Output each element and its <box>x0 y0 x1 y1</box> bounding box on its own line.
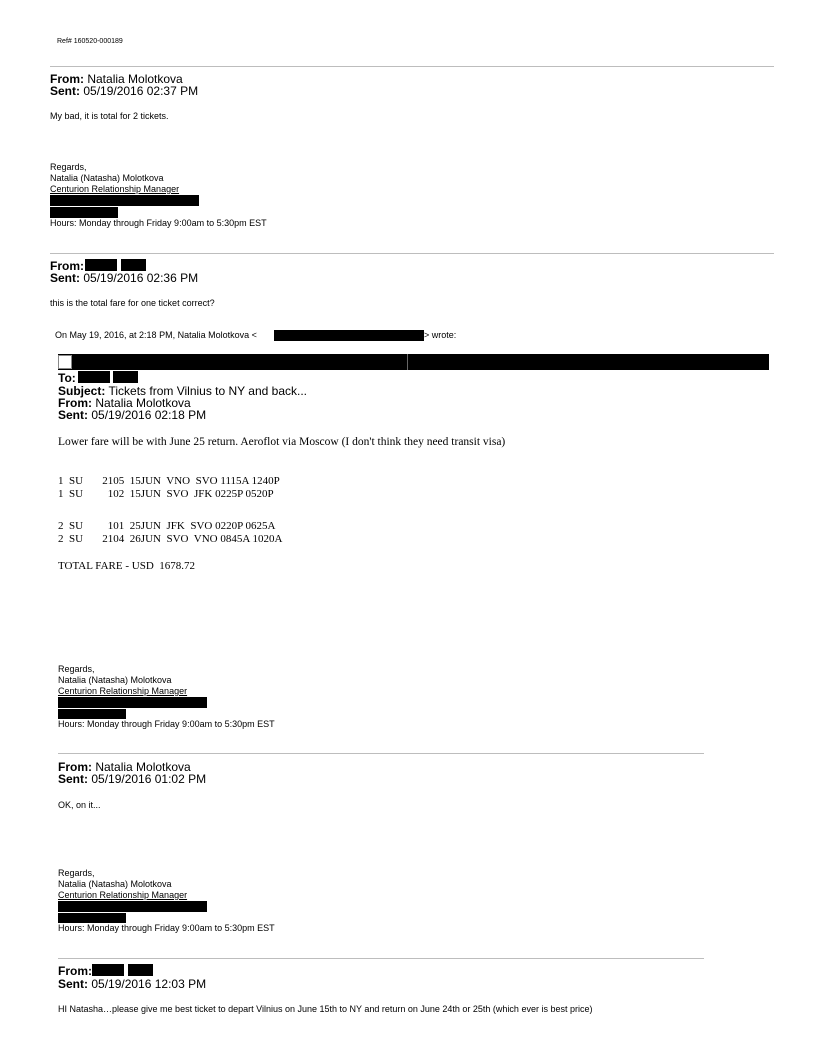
msg5-from <box>58 965 92 977</box>
msg5-sent-date: 05/19/2016 12:03 PM <box>91 977 207 991</box>
redaction-bar <box>85 259 117 271</box>
itinerary-line: 2 SU 101 25JUN JFK SVO 0220P 0625A <box>58 520 276 532</box>
subject-label: Subject: <box>58 384 106 398</box>
sig2-hours: Hours: Monday through Friday 9:00am to 5:30pm EST <box>58 719 275 729</box>
from-label: From: <box>58 964 92 978</box>
redaction-bar <box>274 330 424 341</box>
to-label: To: <box>58 371 76 385</box>
msg1-sent <box>50 85 198 97</box>
msg5-sent <box>58 978 206 990</box>
sig1-regards: Regards, <box>50 162 87 172</box>
msg4-sent <box>58 773 206 785</box>
sig3-hours: Hours: Monday through Friday 9:00am to 5:30pm EST <box>58 923 275 933</box>
msg4-from-name: Natalia Molotkova <box>95 760 191 774</box>
redaction-bar <box>50 195 199 206</box>
sig2-name: Natalia (Natasha) Molotkova <box>58 675 172 685</box>
itinerary-line: 1 SU 2105 15JUN VNO SVO 1115A 1240P <box>58 475 280 487</box>
msg3-from-name: Natalia Molotkova <box>95 396 191 410</box>
from-label: From: <box>58 396 92 410</box>
itinerary-line: 2 SU 2104 26JUN SVO VNO 0845A 1020A <box>58 533 283 545</box>
msg4-sent-date: 05/19/2016 01:02 PM <box>91 772 207 786</box>
sent-label: Sent: <box>50 84 80 98</box>
sig3-name: Natalia (Natasha) Molotkova <box>58 879 172 889</box>
redaction-bar <box>50 207 118 218</box>
redaction-seam <box>407 354 408 370</box>
quote-header-prefix: On May 19, 2016, at 2:18 PM, Natalia Molotkova < <box>55 330 257 340</box>
redaction-bar <box>78 371 110 383</box>
redaction-bar <box>58 709 126 719</box>
msg1-body: My bad, it is total for 2 tickets. <box>50 111 169 121</box>
broken-image-icon <box>58 355 72 369</box>
msg1-sent-date: 05/19/2016 02:37 PM <box>83 84 199 98</box>
sig3-title: Centurion Relationship Manager <box>58 890 188 900</box>
reference-number: Ref# 160520-000189 <box>57 38 123 45</box>
sig2-regards: Regards, <box>58 664 95 674</box>
from-label: From: <box>50 72 84 86</box>
msg2-body: this is the total fare for one ticket correct? <box>50 298 215 308</box>
msg3-to <box>58 372 76 384</box>
redaction-bar <box>128 964 153 976</box>
sent-label: Sent: <box>58 977 88 991</box>
redacted-header-bar <box>58 354 769 370</box>
msg2-sent <box>50 272 198 284</box>
quote-header-suffix: > wrote: <box>424 330 457 340</box>
msg3-sent-date: 05/19/2016 02:18 PM <box>91 408 207 422</box>
redaction-bar <box>121 259 146 271</box>
sent-label: Sent: <box>58 408 88 422</box>
itinerary-line: 1 SU 102 15JUN SVO JFK 0225P 0520P <box>58 488 274 500</box>
msg3-sent <box>58 409 206 421</box>
sig1-name: Natalia (Natasha) Molotkova <box>50 173 164 183</box>
redaction-bar <box>92 964 124 976</box>
redaction-bar <box>58 697 207 708</box>
sig1-title: Centurion Relationship Manager <box>50 184 180 194</box>
redaction-bar <box>113 371 138 383</box>
divider <box>50 253 774 254</box>
divider <box>50 66 774 67</box>
msg3-subject-text: Tickets from Vilnius to NY and back... <box>108 384 307 398</box>
sent-label: Sent: <box>58 772 88 786</box>
sig1-hours: Hours: Monday through Friday 9:00am to 5:30pm EST <box>50 218 267 228</box>
sent-label: Sent: <box>50 271 80 285</box>
from-label: From: <box>50 259 84 273</box>
total-fare: TOTAL FARE - USD 1678.72 <box>58 560 196 572</box>
msg1-from-name: Natalia Molotkova <box>87 72 183 86</box>
msg2-sent-date: 05/19/2016 02:36 PM <box>83 271 199 285</box>
msg4-body: OK, on it... <box>58 800 101 810</box>
divider <box>58 753 704 754</box>
msg3-body: Lower fare will be with June 25 return. Aeroflot via Moscow (I don't think they need transit visa) <box>58 436 506 448</box>
msg5-body: HI Natasha…please give me best ticket to depart Vilnius on June 15th to NY and return on June 24th or 25th (which ever is best price) <box>58 1004 593 1014</box>
redaction-bar <box>58 913 126 923</box>
redaction-bar <box>58 901 207 912</box>
divider <box>58 958 704 959</box>
from-label: From: <box>58 760 92 774</box>
sig2-title: Centurion Relationship Manager <box>58 686 188 696</box>
sig3-regards: Regards, <box>58 868 95 878</box>
